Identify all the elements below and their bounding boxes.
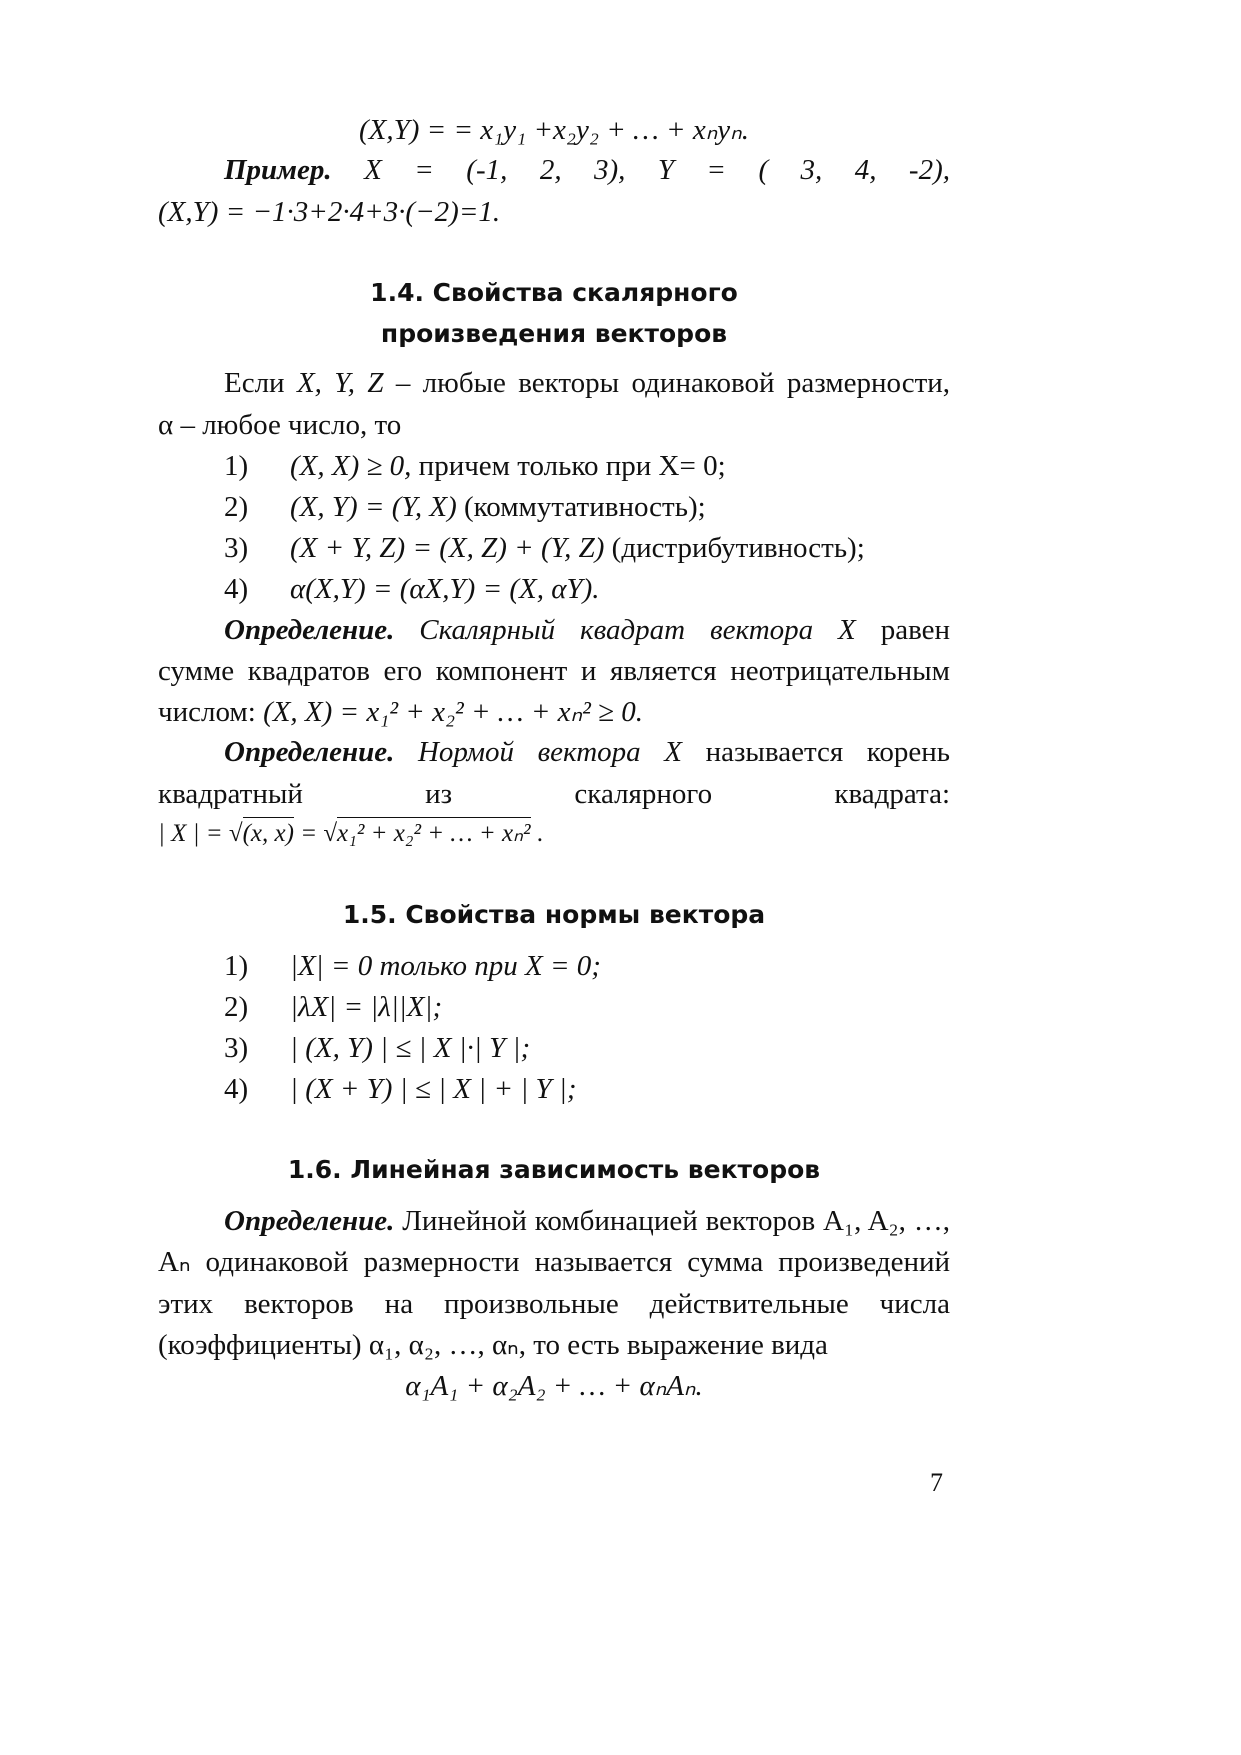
intro-line: Если X, Y, Z – любые векторы одинаковой размерности, bbox=[224, 367, 951, 399]
definition-scalar-square: Определение. Скалярный квадрат вектора X равен bbox=[224, 614, 950, 646]
norm-property: 2) |λX| = |λ||X|; bbox=[224, 991, 443, 1023]
formula-scalar-product: (X,Y) = = x₁y₁ +x₂y₂ + … + xₙyₙ. bbox=[359, 114, 749, 146]
norm-property: 4) | (X + Y) | ≤ | X | + | Y |; bbox=[224, 1073, 577, 1105]
norm-property: 1) |X| = 0 только при X = 0; bbox=[224, 950, 601, 982]
definition-line: Aₙ одинаковой размерности называется сумма произведений bbox=[158, 1246, 950, 1278]
property-item: 4) α(X,Y) = (αX,Y) = (X, αY). bbox=[224, 573, 600, 605]
property-item: 3) (X + Y, Z) = (X, Z) + (Y, Z) (дистрибутивность); bbox=[224, 532, 865, 564]
norm-property: 3) | (X, Y) | ≤ | X |·| Y |; bbox=[224, 1032, 531, 1064]
intro-line-2: α – любое число, то bbox=[158, 409, 402, 441]
section-title-1-4: 1.4. Свойства скалярного bbox=[370, 278, 738, 307]
definition-norm: Определение. Нормой вектора X называется корень bbox=[224, 736, 951, 768]
norm-formula: | X | = √(x, x) = √x₁² + x₂² + … + xₙ² . bbox=[158, 816, 950, 852]
definition-line: сумме квадратов его компонент и является неотрицательным bbox=[158, 655, 950, 687]
definition-line: (коэффициенты) α₁, α₂, …, αₙ, то есть выражение вида bbox=[158, 1329, 828, 1361]
definition-formula: числом: (X, X) = x₁² + x₂² + … + xₙ² ≥ 0. bbox=[158, 696, 643, 728]
property-item: 1) (X, X) ≥ 0, причем только при X= 0; bbox=[224, 450, 726, 482]
definition-line: этих векторов на произвольные действительные числа bbox=[158, 1288, 950, 1320]
linear-combination-formula: α₁A₁ + α₂A₂ + … + αₙAₙ. bbox=[405, 1370, 703, 1402]
example-calc: (X,Y) = −1·3+2·4+3·(−2)=1. bbox=[158, 196, 501, 228]
property-item: 2) (X, Y) = (Y, X) (коммутативность); bbox=[224, 491, 706, 523]
section-title-1-6: 1.6. Линейная зависимость векторов bbox=[287, 1155, 821, 1184]
section-title-1-5: 1.5. Свойства нормы вектора bbox=[342, 900, 766, 929]
section-title-1-4-cont: произведения векторов bbox=[380, 319, 728, 348]
definition-linear-combination: Определение. Линейной комбинацией векторов A₁, A₂, …, bbox=[224, 1205, 950, 1237]
example-line: Пример. X = (-1, 2, 3), Y = ( 3, 4, -2), bbox=[224, 154, 950, 186]
page-number: 7 bbox=[930, 1468, 943, 1497]
definition-line: квадратный из скалярного квадрата: bbox=[158, 778, 950, 810]
